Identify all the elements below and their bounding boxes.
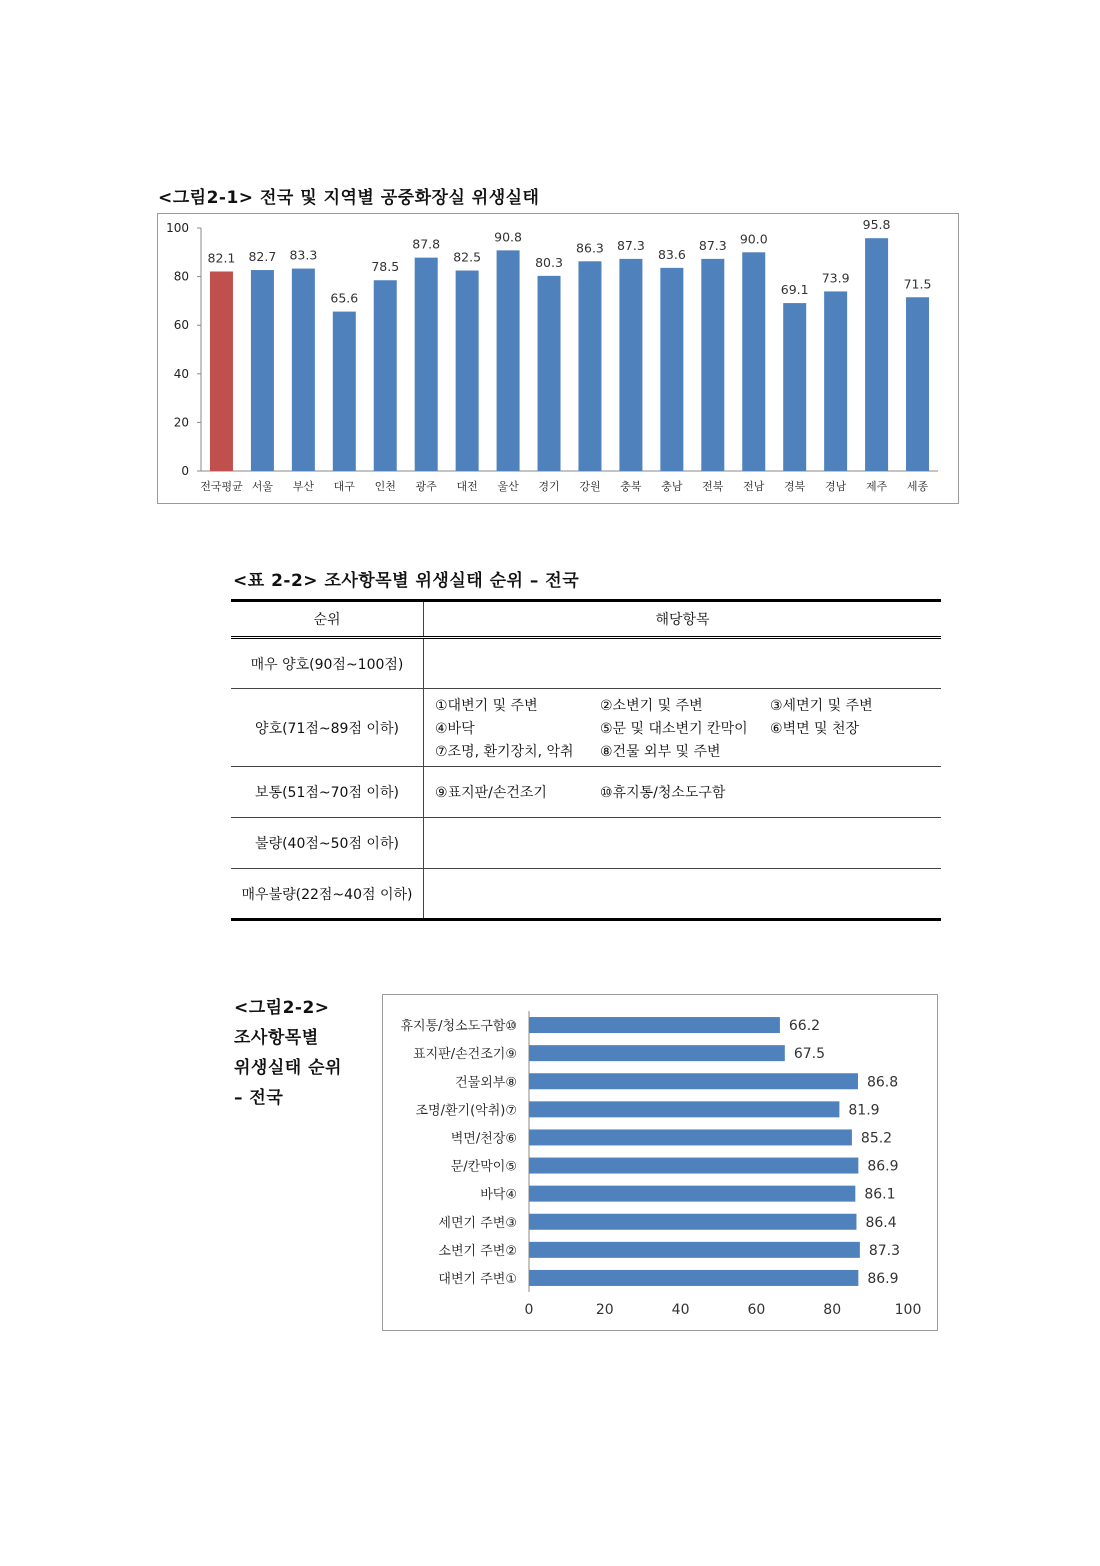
regional-bar-chart-svg (158, 214, 958, 503)
figure2-caption (234, 993, 342, 1113)
bar-value-label: 86.3 (576, 240, 604, 256)
bar (456, 271, 479, 471)
grade-cell: 매우불량(22점~40점 이하) (231, 869, 424, 920)
x-tick-label: 0 (524, 1302, 534, 1318)
x-category-label: 강원 (579, 480, 601, 493)
bar-value-label: 69.1 (780, 282, 809, 298)
survey-item: ④바닥 (435, 720, 475, 737)
bar-value-label: 83.6 (657, 246, 686, 262)
table-row (231, 818, 941, 869)
bar-value-label: 83.3 (289, 247, 318, 263)
header-rank: 순위 (231, 601, 424, 638)
figure1-caption: <그림2-1> 전국 및 지역별 공중화장실 위생실태 (158, 188, 540, 208)
bar-value-label: 86.4 (865, 1214, 897, 1231)
x-category-label: 부산 (292, 480, 314, 493)
bar-value-label: 86.9 (867, 1270, 899, 1287)
bar (529, 1270, 858, 1286)
survey-item: ⑤문 및 대소변기 칸막이 (600, 720, 748, 737)
y-tick-label: 20 (173, 415, 189, 430)
bar-value-label: 86.8 (866, 1074, 899, 1091)
x-category-label: 경남 (825, 480, 847, 493)
bar (529, 1214, 856, 1230)
x-category-label: 경북 (784, 480, 806, 493)
x-category-label: 광주 (415, 480, 437, 493)
x-tick-label: 60 (747, 1302, 766, 1318)
table-row (231, 638, 941, 689)
y-tick-label: 80 (173, 269, 189, 284)
bar (415, 258, 438, 471)
item-bar-chart-svg (383, 995, 937, 1330)
bar (529, 1186, 855, 1202)
x-category-label: 충남 (661, 480, 683, 493)
bar (292, 269, 315, 471)
bar-value-label: 85.2 (860, 1130, 893, 1147)
bar (619, 259, 642, 471)
y-category-label: 휴지통/청소도구함⑩ (400, 1019, 517, 1035)
items-cell (424, 818, 942, 869)
bar-value-label: 65.6 (330, 290, 359, 306)
y-tick-label: 40 (173, 366, 189, 381)
bar (529, 1101, 839, 1117)
bar-value-label: 95.8 (862, 217, 891, 233)
bar (824, 291, 847, 471)
bar-value-label: 66.2 (788, 1018, 821, 1035)
items-cell (424, 638, 942, 689)
items-cell (424, 689, 942, 767)
bar-value-label: 87.3 (868, 1242, 901, 1259)
table2-caption: <표 2-2> 조사항목별 위생실태 순위 – 전국 (233, 571, 580, 591)
bar (742, 252, 765, 471)
bar-value-label: 82.1 (207, 250, 236, 266)
bar-value-label: 78.5 (371, 259, 400, 275)
bar-value-label: 87.3 (698, 237, 727, 253)
bar-value-label: 71.5 (903, 276, 932, 292)
survey-item: ③세면기 및 주변 (770, 697, 873, 714)
x-category-label: 전국평균 (200, 480, 243, 493)
y-category-label: 세면기 주변③ (438, 1215, 517, 1231)
figure2-caption-line: <그림2-2> (234, 998, 330, 1018)
y-category-label: 건물외부⑧ (455, 1075, 517, 1091)
x-tick-label: 80 (823, 1302, 842, 1318)
figure2-caption-line: – 전국 (234, 1088, 284, 1108)
survey-item: ①대변기 및 주변 (435, 697, 538, 714)
bar-value-label: 81.9 (848, 1102, 880, 1119)
grade-cell: 불량(40점~50점 이하) (231, 818, 424, 869)
bar (701, 259, 724, 471)
x-category-label: 서울 (251, 480, 274, 493)
grade-cell: 양호(71점~89점 이하) (231, 689, 424, 767)
bar (497, 250, 520, 471)
grade-cell: 보통(51점~70점 이하) (231, 767, 424, 818)
bar (865, 238, 888, 471)
y-category-label: 표지판/손건조기⑨ (413, 1047, 517, 1063)
x-category-label: 전북 (702, 480, 724, 493)
bar-value-label: 67.5 (793, 1046, 825, 1063)
x-tick-label: 20 (595, 1302, 614, 1318)
y-category-label: 소변기 주변② (438, 1243, 517, 1259)
bar-value-label: 86.1 (864, 1186, 896, 1203)
bar (906, 297, 929, 471)
header-items: 해당항목 (424, 601, 942, 638)
bar (374, 280, 397, 471)
y-tick-label: 0 (181, 464, 189, 478)
x-category-label: 대구 (333, 480, 355, 493)
grade-cell: 매우 양호(90점~100점) (231, 638, 424, 689)
bar (251, 270, 274, 471)
y-category-label: 바닥④ (480, 1187, 517, 1203)
bar (783, 303, 806, 471)
x-tick-label: 40 (671, 1302, 690, 1318)
x-category-label: 세종 (906, 480, 929, 493)
survey-item: ⑧건물 외부 및 주변 (600, 743, 721, 760)
x-category-label: 울산 (497, 480, 519, 493)
table-row (231, 869, 941, 920)
bar (660, 268, 683, 471)
bar (529, 1129, 852, 1145)
ranking-table (231, 599, 941, 921)
bar-value-label: 90.0 (739, 231, 768, 247)
bar-value-label: 90.8 (494, 229, 523, 245)
bar-value-label: 87.3 (616, 237, 645, 253)
x-category-label: 제주 (865, 480, 888, 493)
survey-item: ⑦조명, 환기장치, 악취 (435, 743, 574, 760)
bar-value-label: 87.8 (412, 236, 441, 252)
y-category-label: 문/칸막이⑤ (450, 1159, 517, 1175)
bar (529, 1017, 780, 1033)
bar (538, 276, 561, 471)
y-category-label: 대변기 주변① (438, 1271, 517, 1287)
x-category-label: 경기 (538, 480, 560, 493)
survey-item: ⑥벽면 및 천장 (770, 720, 860, 737)
figure2-caption-line: 조사항목별 (234, 1028, 319, 1048)
bar-value-label: 82.5 (453, 249, 482, 265)
table-row (231, 767, 941, 818)
x-category-label: 대전 (456, 480, 478, 493)
survey-item: ⑨표지판/손건조기 (435, 785, 547, 801)
bar (210, 271, 233, 471)
x-category-label: 인천 (374, 480, 396, 493)
bar (529, 1242, 860, 1258)
table-header-row (231, 601, 941, 638)
item-bar-chart (382, 994, 938, 1331)
bar-value-label: 80.3 (535, 254, 563, 270)
bar (529, 1073, 858, 1089)
x-category-label: 전남 (743, 480, 765, 493)
y-tick-label: 100 (166, 221, 189, 235)
items-cell (424, 767, 942, 818)
bar-value-label: 86.9 (867, 1158, 899, 1175)
bar (333, 312, 356, 471)
x-tick-label: 100 (894, 1302, 922, 1318)
items-cell (424, 869, 942, 920)
survey-item: ⑩휴지통/청소도구함 (600, 785, 726, 801)
figure2-caption-line: 위생실태 순위 (234, 1058, 342, 1078)
y-category-label: 조명/환기(악취)⑦ (415, 1103, 517, 1119)
table-row (231, 689, 941, 767)
survey-item: ②소변기 및 주변 (600, 697, 703, 714)
y-tick-label: 60 (173, 318, 189, 333)
bar-value-label: 73.9 (821, 270, 850, 286)
bar (578, 261, 601, 471)
bar (529, 1045, 785, 1061)
bar-value-label: 82.7 (248, 249, 277, 265)
x-category-label: 충북 (620, 480, 642, 493)
y-category-label: 벽면/천장⑥ (450, 1131, 517, 1147)
bar (529, 1158, 858, 1174)
regional-bar-chart (157, 213, 959, 504)
